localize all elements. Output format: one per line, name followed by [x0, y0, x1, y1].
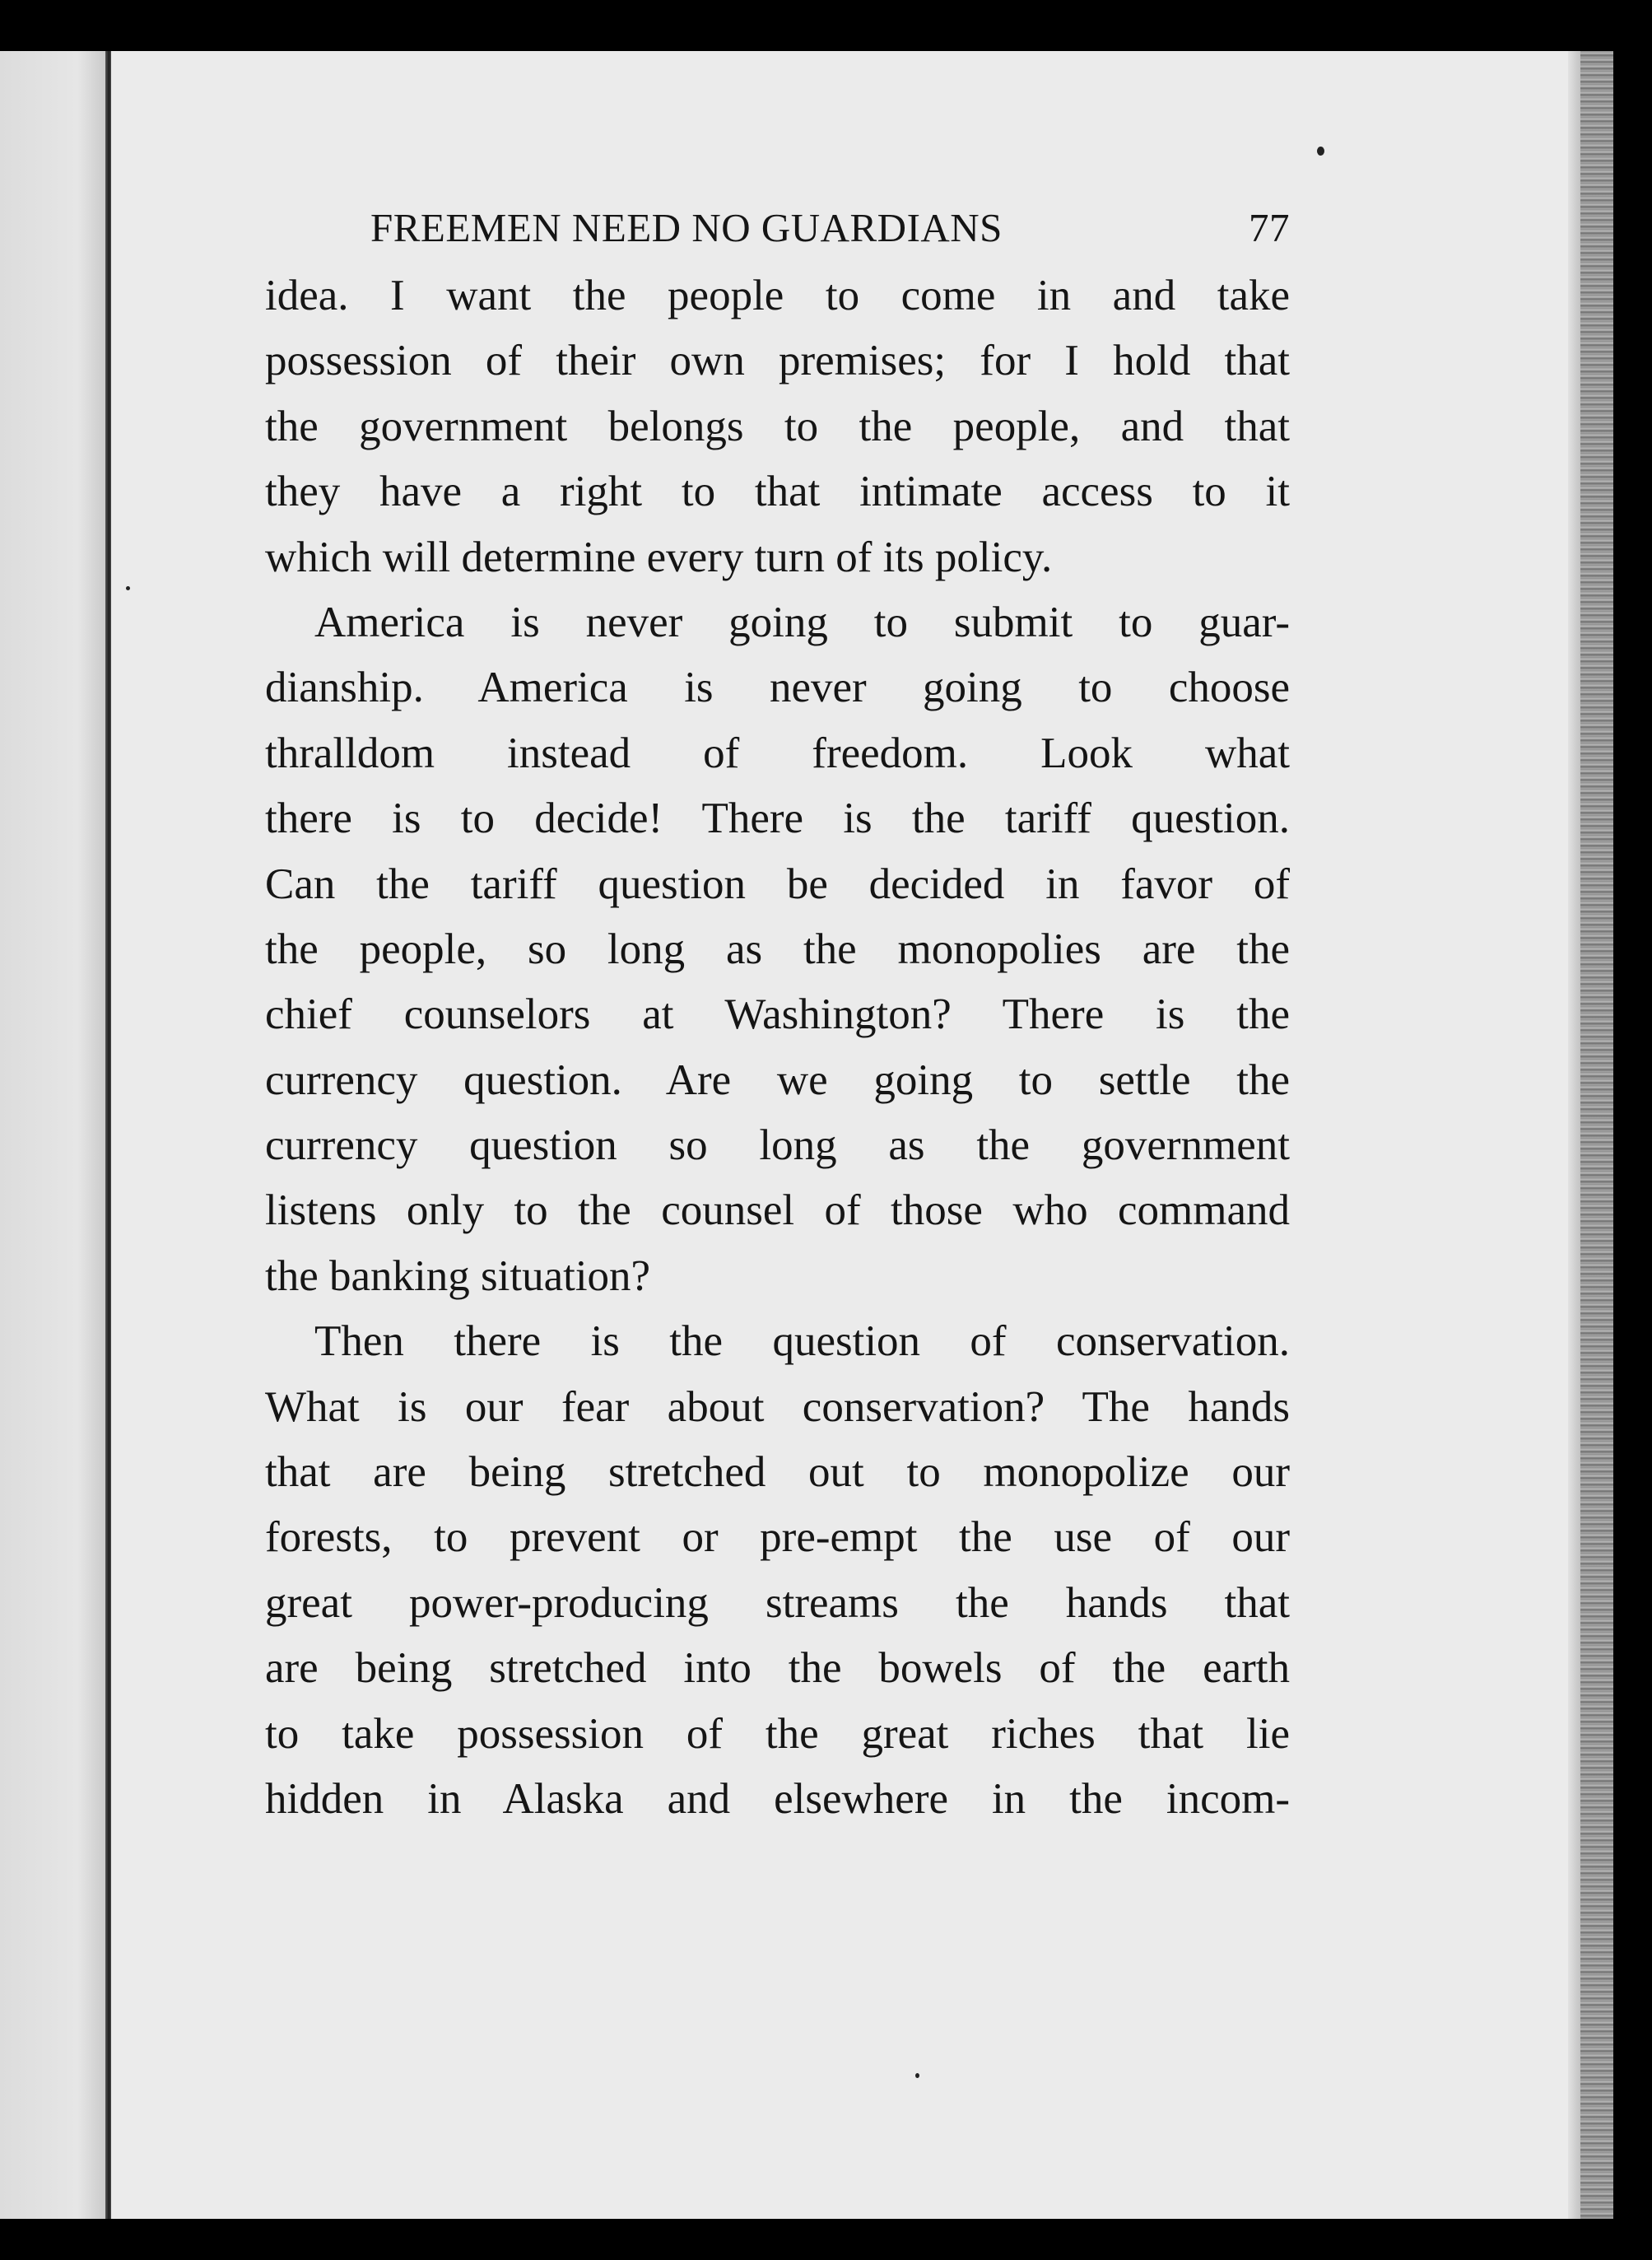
running-title: FREEMEN NEED NO GUARDIANS [370, 205, 1003, 250]
text-line: there is to decide! There is the tariff question. [265, 794, 1290, 843]
text-line: listens only to the counsel of those who command [265, 1186, 1290, 1235]
running-head [265, 198, 1290, 263]
page-stack-edge [1580, 51, 1613, 2219]
text-line: Can the tariff question be decided in favor of [265, 860, 1290, 908]
text-line: possession of their own premises; for I hold that [265, 337, 1290, 385]
text-line: dianship. America is never going to choose [265, 664, 1290, 712]
text-line: idea. I want the people to come in and take [265, 272, 1290, 319]
text-line: What is our fear about conservation? The hands [265, 1382, 1290, 1431]
ink-speck [1317, 147, 1324, 156]
text-line: to take possession of the great riches that lie [265, 1709, 1290, 1758]
text-line: the government belongs to the people, and that [265, 402, 1290, 450]
text-line: hidden in Alaska and elsewhere in the incom- [265, 1774, 1290, 1823]
text-line: the banking situation? [265, 1251, 651, 1300]
text-line: thralldom instead of freedom. Look what [265, 729, 1290, 777]
text-line: which will determine every turn of its policy. [265, 533, 1053, 581]
page-content [265, 198, 1290, 1832]
ink-speck [915, 2073, 919, 2078]
text-line: that are being stretched out to monopolize our [265, 1448, 1290, 1497]
text-line: forests, to prevent or pre-empt the use of our [265, 1513, 1290, 1562]
text-line: they have a right to that intimate access to it [265, 468, 1290, 516]
ink-speck [126, 586, 130, 590]
page-number: 77 [1249, 205, 1290, 250]
text-line: America is never going to submit to guar- [314, 598, 1290, 646]
text-line: currency question. Are we going to settle the [265, 1055, 1290, 1104]
text-line: chief counselors at Washington? There is the [265, 990, 1290, 1039]
facing-page-edge [0, 51, 111, 2219]
text-line: currency question so long as the government [265, 1121, 1290, 1170]
text-line: great power-producing streams the hands that [265, 1578, 1290, 1627]
text-line: are being stretched into the bowels of the earth [265, 1644, 1290, 1693]
text-line: Then there is the question of conservation. [314, 1317, 1290, 1366]
text-line: the people, so long as the monopolies are the [265, 925, 1290, 973]
